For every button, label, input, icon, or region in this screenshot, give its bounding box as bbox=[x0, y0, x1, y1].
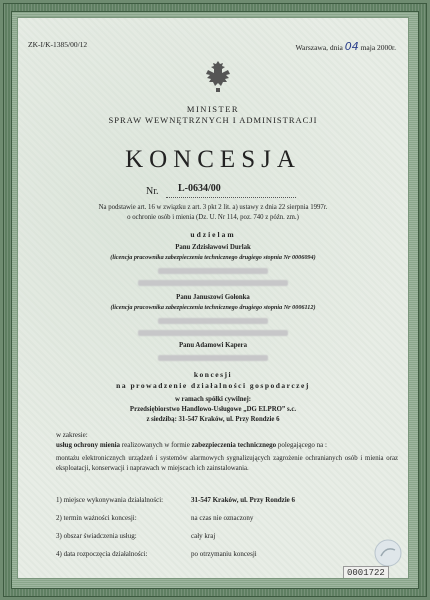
person-licence: (licencja pracownika zabezpieczenia technicznego drugiego stopnia Nr 0006094) bbox=[110, 254, 316, 261]
detail-value: cały kraj bbox=[191, 532, 216, 540]
serial-number: 0001722 bbox=[343, 566, 389, 579]
detail-label: 2) termin ważności koncesji: bbox=[56, 514, 137, 522]
date-suffix: maja 2000r. bbox=[360, 43, 396, 52]
grant-word: udzielam bbox=[190, 230, 236, 239]
detail-row bbox=[56, 496, 396, 504]
detail-value: na czas nie oznaczony bbox=[191, 514, 254, 522]
detail-label: 3) obszar świadczenia usług: bbox=[56, 532, 137, 540]
detail-label: 4) data rozpoczęcia działalności: bbox=[56, 550, 148, 558]
redacted-text bbox=[158, 268, 268, 274]
object-line1: koncesji bbox=[193, 370, 233, 379]
person-name: Panu Adamowi Kapera bbox=[179, 342, 247, 349]
person-name: Panu Januszowi Gołonka bbox=[176, 294, 250, 301]
scope-label: w zakresie: bbox=[56, 431, 88, 439]
number-label: Nr. bbox=[146, 186, 159, 197]
scope-description: montażu elektronicznych urządzeń i systemów alarmowych sygnalizujących zagrożenie ochranianych osób i mienia oraz eksploatacji, konserwacji i naprawach w miejscach ich zainstalowania. bbox=[56, 455, 398, 472]
person-licence: (licencja pracownika zabezpieczenia technicznego drugiego stopnia Nr 0006112) bbox=[110, 304, 316, 311]
date-day-handwritten: 04 bbox=[344, 40, 359, 53]
person-name: Panu Zdzisławowi Durlak bbox=[175, 244, 251, 251]
redacted-text bbox=[138, 330, 288, 336]
date-prefix: Warszawa, dnia bbox=[295, 43, 343, 52]
legal-basis-line1: Na podstawie art. 16 w związku z art. 3 pkt 2 lit. a) ustawy z dnia 22 sierpnia 1997r. bbox=[98, 204, 328, 211]
scope-service-end: polegającego na : bbox=[276, 441, 327, 449]
hologram-seal-icon bbox=[373, 538, 403, 568]
number-underline bbox=[166, 197, 296, 198]
scope-service-bold2: zabezpieczenia technicznego bbox=[191, 441, 277, 449]
redacted-text bbox=[138, 280, 288, 286]
company-seat: z siedzibą: 31-547 Kraków, ul. Przy Rondzie 6 bbox=[146, 416, 280, 423]
eagle-emblem-icon bbox=[203, 58, 233, 94]
scope-service-bold: usług ochrony mienia bbox=[56, 441, 121, 449]
object-line2: na prowadzenie działalności gospodarczej bbox=[116, 381, 310, 390]
scope-service bbox=[56, 441, 327, 449]
document-number: ZK-I/K-1385/00/12 bbox=[28, 40, 88, 49]
company-intro: w ramach spółki cywilnej: bbox=[174, 396, 252, 403]
issuer-name: SPRAW WEWNĘTRZNYCH I ADMINISTRACJI bbox=[108, 115, 318, 125]
detail-value: po otrzymaniu koncesji bbox=[191, 550, 257, 558]
certificate-paper bbox=[17, 17, 409, 579]
document-title: KONCESJA bbox=[125, 146, 301, 173]
detail-row bbox=[56, 550, 396, 558]
detail-row bbox=[56, 532, 396, 540]
issuer-title: MINISTER bbox=[186, 104, 240, 114]
redacted-text bbox=[158, 318, 268, 324]
scope-service-mid: realizowanych w formie bbox=[120, 441, 192, 449]
company-name: Przedsiębiorstwo Handlowo-Usługowe „DG ELPRO” s.c. bbox=[129, 406, 297, 413]
detail-label: 1) miejsce wykonywania działalności: bbox=[56, 496, 164, 504]
legal-basis-line2: o ochronie osób i mienia (Dz. U. Nr 114, poz. 740 z późn. zm.) bbox=[127, 214, 299, 221]
detail-row bbox=[56, 514, 396, 522]
issue-date bbox=[296, 40, 396, 53]
number-value: L-0634/00 bbox=[178, 183, 221, 194]
redacted-text bbox=[158, 355, 268, 361]
detail-value: 31-547 Kraków, ul. Przy Rondzie 6 bbox=[191, 496, 296, 504]
